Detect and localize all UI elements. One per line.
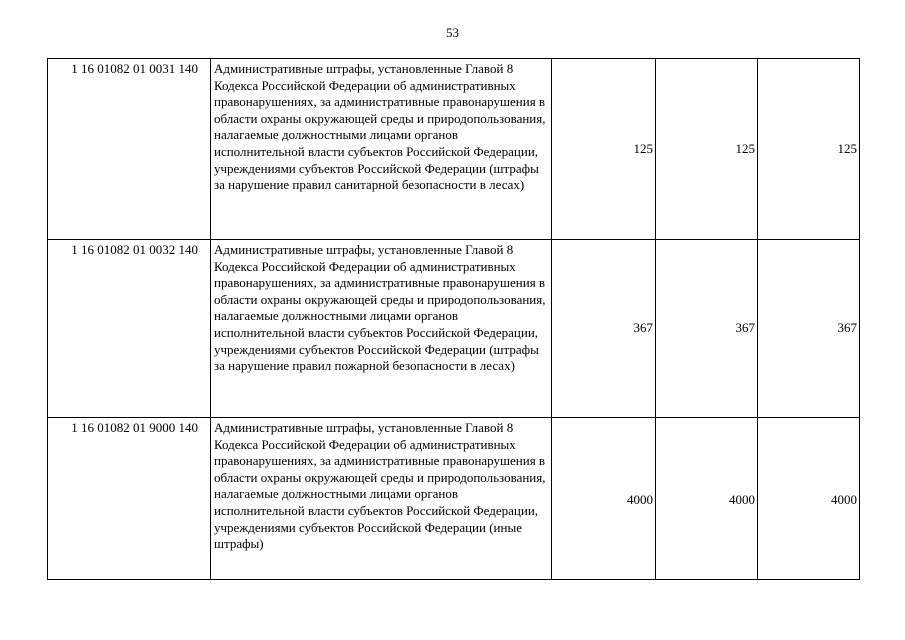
value-cell-year-1: 367 — [552, 240, 656, 418]
table-row — [48, 59, 860, 240]
row-description: Административные штрафы, установленные Главой 8 Кодекса Российской Федерации об административных правонарушениях, за административные правонарушения в области охраны окружающей среды и природопользования, налагаемые должностными лицами органов исполнительной власти субъектов Российской Федерации, учреждениями субъектов Российской Федерации (иные штрафы) — [211, 418, 552, 580]
budget-code: 1 16 01082 01 0031 140 — [48, 59, 211, 240]
value-cell-year-2: 125 — [656, 59, 758, 240]
value-cell-year-3: 125 — [758, 59, 860, 240]
budget-code: 1 16 01082 01 0032 140 — [48, 240, 211, 418]
value-cell-year-2: 367 — [656, 240, 758, 418]
row-description: Административные штрафы, установленные Главой 8 Кодекса Российской Федерации об административных правонарушениях, за административные правонарушения в области охраны окружающей среды и природопользования, налагаемые должностными лицами органов исполнительной власти субъектов Российской Федерации, учреждениями субъектов Российской Федерации (штрафы за нарушение правил санитарной безопасности в лесах) — [211, 59, 552, 240]
table-row — [48, 418, 860, 580]
budget-table — [47, 58, 860, 580]
value-cell-year-3: 367 — [758, 240, 860, 418]
value-cell-year-2: 4000 — [656, 418, 758, 580]
budget-code: 1 16 01082 01 9000 140 — [48, 418, 211, 580]
value-cell-year-1: 125 — [552, 59, 656, 240]
value-cell-year-3: 4000 — [758, 418, 860, 580]
page-number: 53 — [446, 25, 459, 40]
table-row — [48, 240, 860, 418]
row-description: Административные штрафы, установленные Главой 8 Кодекса Российской Федерации об административных правонарушениях, за административные правонарушения в области охраны окружающей среды и природопользования, налагаемые должностными лицами органов исполнительной власти субъектов Российской Федерации, учреждениями субъектов Российской Федерации (штрафы за нарушение правил пожарной безопасности в лесах) — [211, 240, 552, 418]
value-cell-year-1: 4000 — [552, 418, 656, 580]
